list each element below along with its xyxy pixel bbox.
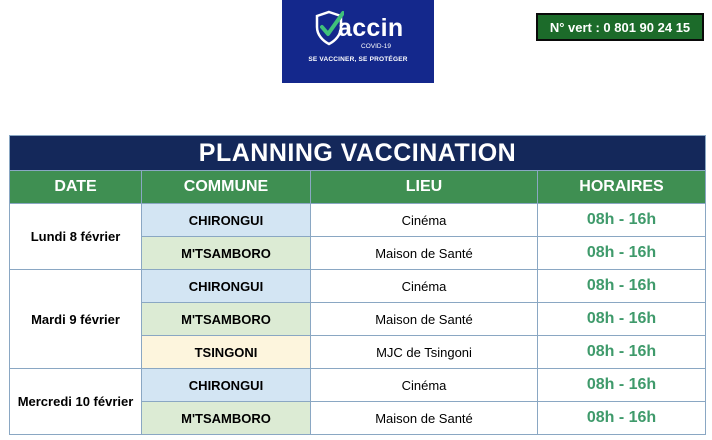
commune-cell: M'TSAMBORO xyxy=(142,303,311,336)
lieu-cell: Maison de Santé xyxy=(311,237,538,270)
title-row xyxy=(10,136,706,171)
date-cell: Mercredi 10 février xyxy=(10,369,142,435)
commune-cell: M'TSAMBORO xyxy=(142,402,311,435)
horaires-cell: 08h - 16h xyxy=(538,270,706,303)
table-row xyxy=(10,204,706,237)
lieu-cell: Cinéma xyxy=(311,204,538,237)
table-row xyxy=(10,270,706,303)
commune-cell: CHIRONGUI xyxy=(142,369,311,402)
horaires-cell: 08h - 16h xyxy=(538,237,706,270)
logo-wordmark: accin xyxy=(338,14,404,42)
vaccin-covid-logo xyxy=(282,0,434,83)
table-title: PLANNING VACCINATION xyxy=(10,136,706,171)
horaires-cell: 08h - 16h xyxy=(538,402,706,435)
column-header-commune: COMMUNE xyxy=(142,171,311,204)
lieu-cell: Maison de Santé xyxy=(311,402,538,435)
horaires-cell: 08h - 16h xyxy=(538,336,706,369)
date-cell: Lundi 8 février xyxy=(10,204,142,270)
vaccination-schedule-table xyxy=(9,135,706,435)
logo-covid-label: COVID-19 xyxy=(361,43,391,50)
header-row xyxy=(10,171,706,204)
logo-tagline: SE VACCINER, SE PROTÉGER xyxy=(308,56,408,63)
lieu-cell: Maison de Santé xyxy=(311,303,538,336)
horaires-cell: 08h - 16h xyxy=(538,303,706,336)
commune-cell: CHIRONGUI xyxy=(142,270,311,303)
lieu-cell: Cinéma xyxy=(311,270,538,303)
hotline-badge: N° vert : 0 801 90 24 15 xyxy=(536,13,704,41)
lieu-cell: Cinéma xyxy=(311,369,538,402)
horaires-cell: 08h - 16h xyxy=(538,369,706,402)
horaires-cell: 08h - 16h xyxy=(538,204,706,237)
column-header-horaires: HORAIRES xyxy=(538,171,706,204)
commune-cell: CHIRONGUI xyxy=(142,204,311,237)
date-cell: Mardi 9 février xyxy=(10,270,142,369)
column-header-lieu: LIEU xyxy=(311,171,538,204)
table-row xyxy=(10,369,706,402)
commune-cell: TSINGONI xyxy=(142,336,311,369)
column-header-date: DATE xyxy=(10,171,142,204)
commune-cell: M'TSAMBORO xyxy=(142,237,311,270)
lieu-cell: MJC de Tsingoni xyxy=(311,336,538,369)
